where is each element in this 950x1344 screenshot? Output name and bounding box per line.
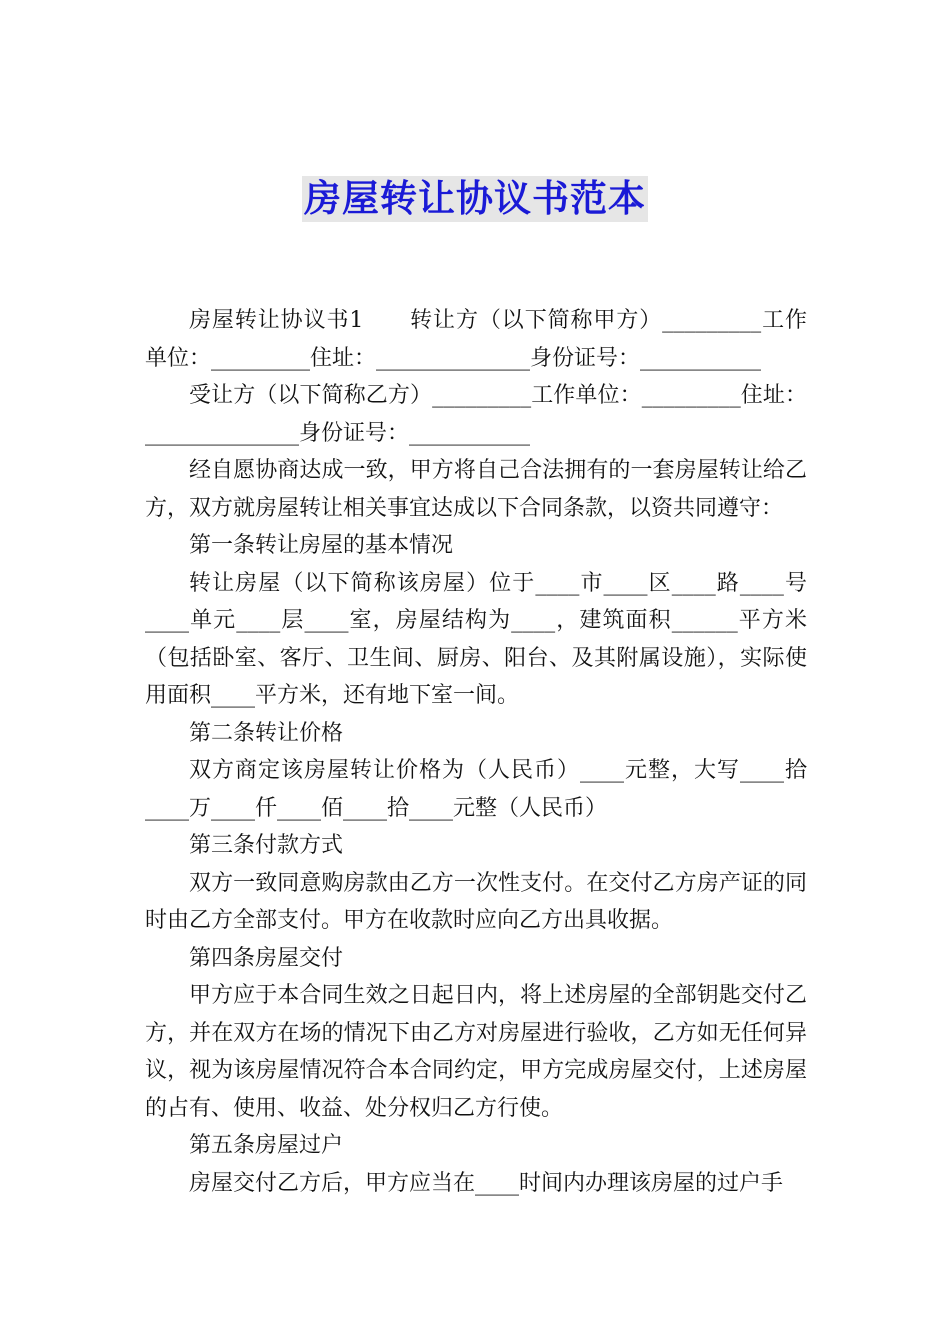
article-3-heading: 第三条付款方式	[189, 833, 344, 858]
paragraph-parties-transferee: 受让方（以下简称乙方）_________工作单位：_________住址：______________身份证号：___________	[145, 383, 807, 446]
article-1-heading: 第一条转让房屋的基本情况	[189, 533, 454, 558]
document-title: 房屋转让协议书范本	[304, 177, 646, 220]
article-2-body: 双方商定该房屋转让价格为（人民币）____元整，大写____拾____万____仟____佰____拾____元整（人民币）	[145, 758, 807, 821]
article-5-body: 房屋交付乙方后，甲方应当在____时间内办理该房屋的过户手	[189, 1170, 784, 1196]
article-5-heading: 第五条房屋过户	[189, 1133, 344, 1158]
document-body	[145, 302, 807, 1202]
article-3-body: 双方一致同意购房款由乙方一次性支付。在交付乙方房产证的同时由乙方全部支付。甲方在收款时应向乙方出具收据。	[145, 870, 807, 933]
paragraph-preamble: 经自愿协商达成一致，甲方将自己合法拥有的一套房屋转让给乙方，双方就房屋转让相关事宜达成以下合同条款，以资共同遵守：	[145, 458, 807, 521]
article-1-body: 转让房屋（以下简称该房屋）位于____市____区____路____号____单元____层____室，房屋结构为____，建筑面积______平方米（包括卧室、客厅、卫生间、厨房、阳台、及其附属设施），实际使用面积____平方米，还有地下室一间。	[145, 570, 807, 708]
article-2-heading: 第二条转让价格	[189, 720, 344, 746]
title-container	[0, 176, 950, 222]
article-4-heading: 第四条房屋交付	[189, 945, 344, 971]
paragraph-parties-transferor: 房屋转让协议书1 转让方（以下简称甲方）_________工作单位：_________住址：______________身份证号：___________	[145, 308, 807, 371]
article-4-body: 甲方应于本合同生效之日起日内，将上述房屋的全部钥匙交付乙方，并在双方在场的情况下由乙方对房屋进行验收，乙方如无任何异议，视为该房屋情况符合本合同约定，甲方完成房屋交付，上述房屋的占有、使用、收益、处分权归乙方行使。	[145, 983, 807, 1121]
